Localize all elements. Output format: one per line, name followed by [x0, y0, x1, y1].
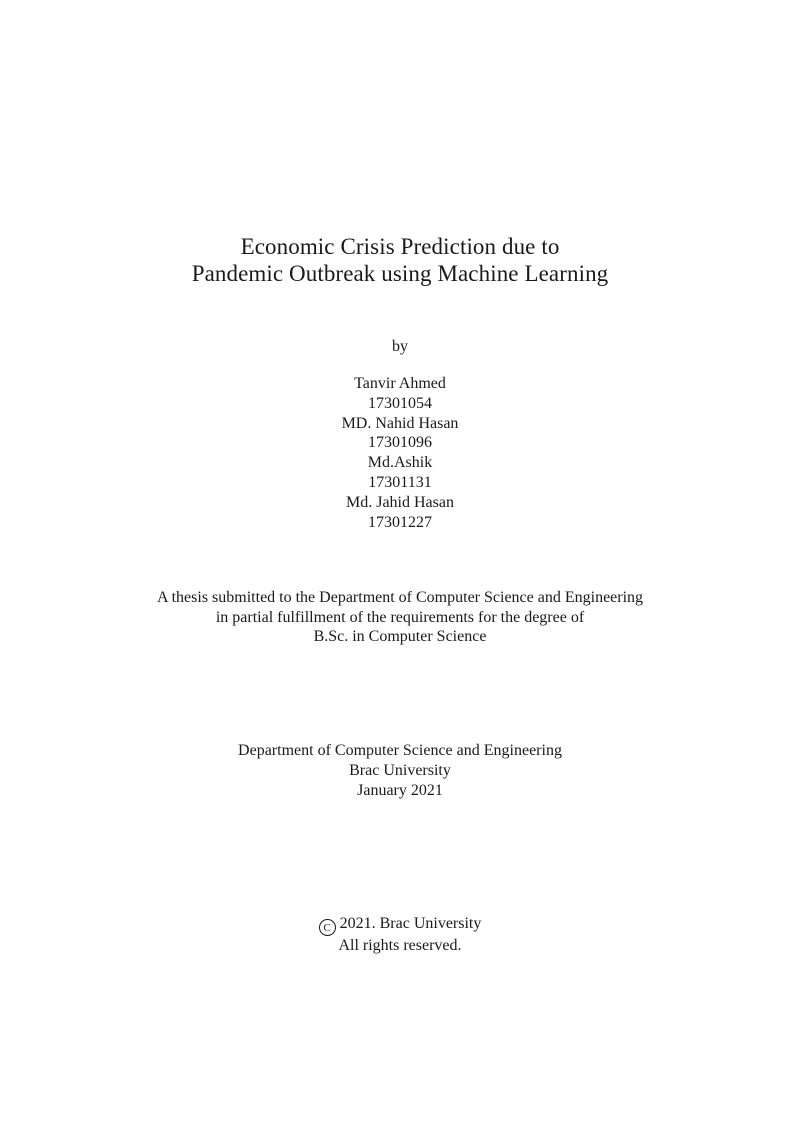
copyright-text: 2021. Brac University [339, 915, 482, 932]
submission-line-1: A thesis submitted to the Department of Computer Science and Engineering [156, 589, 644, 606]
by-label: by [392, 338, 408, 355]
rights-reserved: All rights reserved. [338, 937, 462, 954]
thesis-title-line-1: Economic Crisis Prediction due to [240, 234, 560, 259]
author-name: Tanvir Ahmed [354, 375, 446, 392]
degree-name: B.Sc. in Computer Science [313, 628, 487, 645]
submission-date: January 2021 [357, 781, 443, 799]
author-list [0, 374, 800, 532]
copyright-notice [0, 914, 800, 956]
thesis-title [0, 233, 800, 287]
university-name: Brac University [349, 761, 451, 779]
submission-line-2: in partial fulfillment of the requirements for the degree of [215, 608, 585, 626]
copyright-icon: C [319, 919, 336, 936]
institution-block [0, 741, 800, 800]
thesis-title-line-2: Pandemic Outbreak using Machine Learning [191, 261, 609, 286]
author-name: Md.Ashik [367, 454, 433, 472]
author-name: Md. Jahid Hasan [346, 493, 454, 511]
submission-statement [0, 588, 800, 647]
author-id: 17301096 [368, 434, 432, 452]
author-id: 17301054 [368, 394, 432, 412]
author-id: 17301227 [368, 513, 432, 531]
department-name: Department of Computer Science and Engineering [238, 742, 562, 759]
author-id: 17301131 [368, 473, 432, 491]
copyright-line [0, 914, 800, 936]
author-name: MD. Nahid Hasan [341, 414, 459, 432]
